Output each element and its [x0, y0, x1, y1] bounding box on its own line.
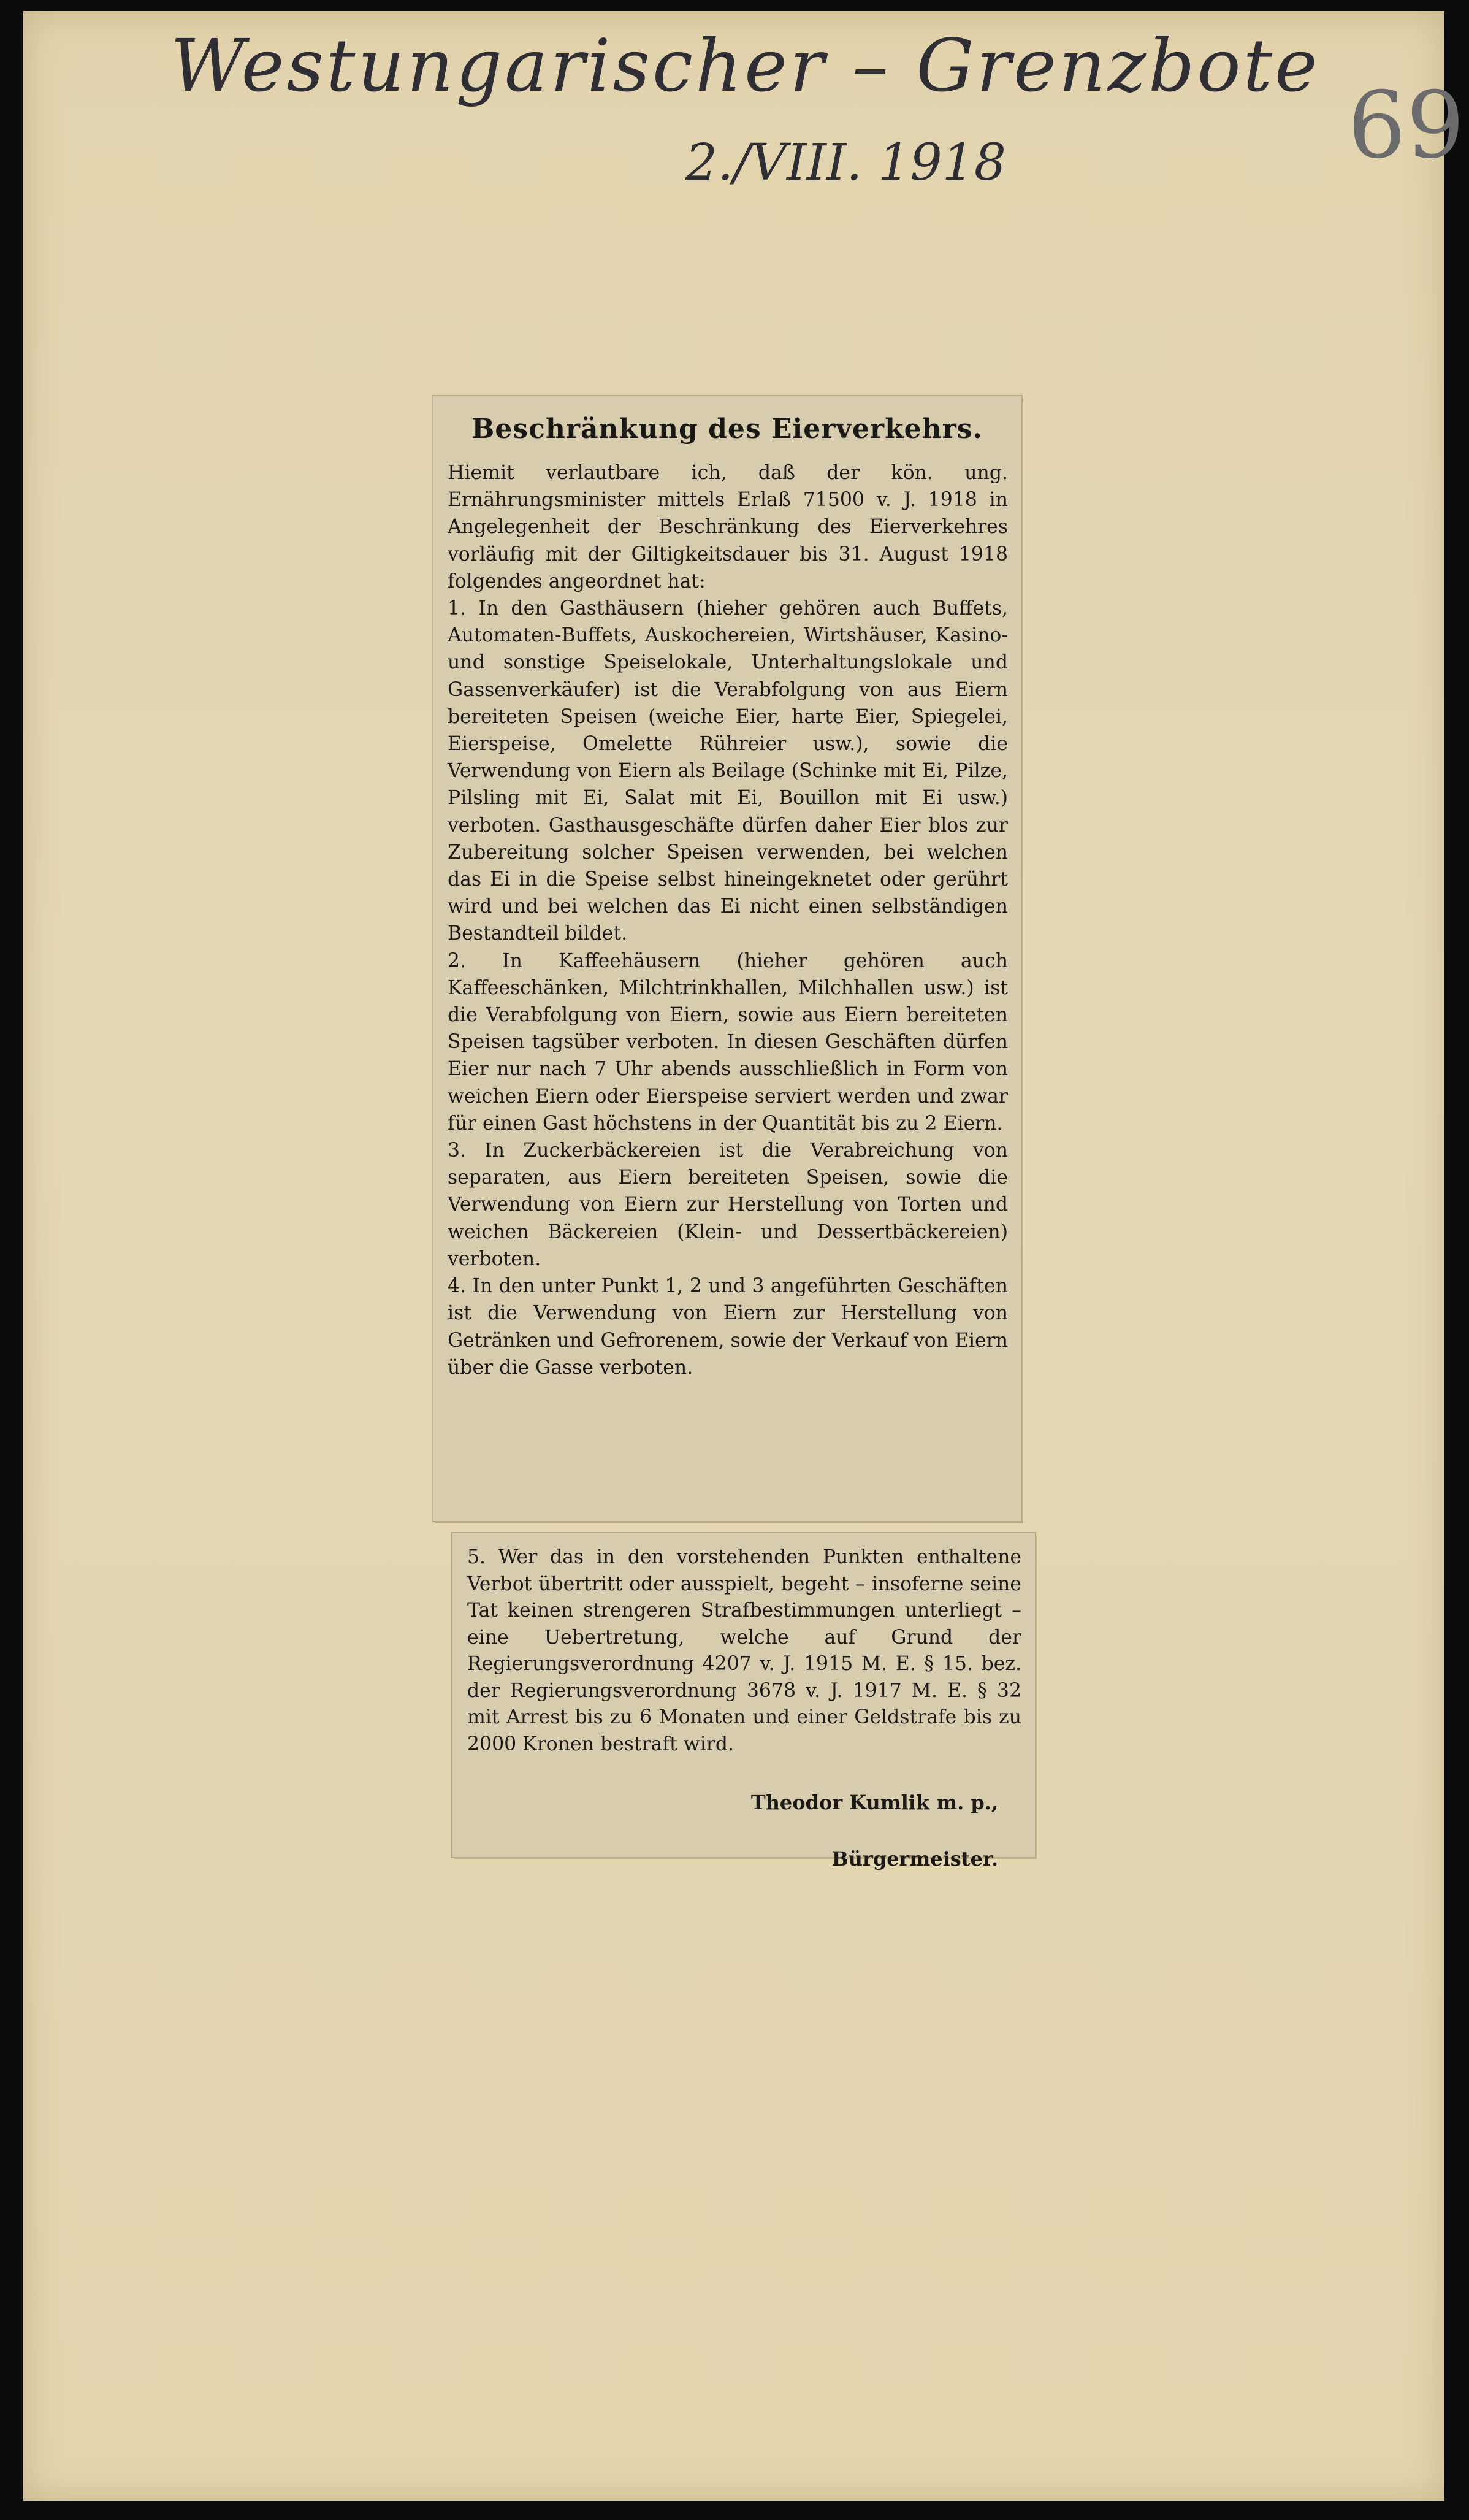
article-point-1: 1. In den Gasthäusern (hieher gehören auch Buffets, Automaten-Buffets, Auskochereien, Wirtshäuser, Kasino- und sonstige Speiselokale, Unterhaltungslokale und Gassenverkäufer) ist die Verabfolgung von aus Eiern bereiteten Speisen (weiche Eier, harte Eier, Spiegelei, Eierspeise, Omelette Rühreier usw.), sowie die Verwendung von Eiern als Beilage (Schinke mit Ei, Pilze, Pilsling mit Ei, Salat mit Ei, Bouillon mit Ei usw.) verboten. Gasthausgeschäfte dürfen daher Eier blos zur Zubereitung solcher Speisen verwenden, bei welchen das Ei in die Speise selbst hineingeknetet oder gerührt wird und bei welchen das Ei nicht einen selbständigen Bestandteil bildet.	[448, 597, 1008, 945]
handwritten-date: 2./VIII. 1918	[685, 134, 1007, 192]
handwritten-source-title: Westungarischer – Grenzbote	[170, 23, 1320, 108]
signature-block	[452, 1760, 998, 1901]
article-intro: Hiemit verlautbare ich, daß der kön. ung. Ernährungsminister mittels Erlaß 71500 v. J. 1918 in Angelegenheit der Beschränkung des Eierverkehres vorläufig mit der Giltigkeitsdauer bis 31. August 1918 folgendes angeordnet hat:	[448, 462, 1008, 592]
newspaper-clipping-lower	[452, 1533, 1035, 1871]
handwritten-folio-number: 69	[1348, 72, 1465, 179]
article-point-4: 4. In den unter Punkt 1, 2 und 3 angeführten Geschäften ist die Verwendung von Eiern zur Herstellung von Getränken und Gefrorenem, sowie der Verkauf von Eiern über die Gasse verboten.	[448, 1275, 1008, 1379]
article-headline: Beschränkung des Eierverkehrs.	[471, 413, 983, 445]
article-point-5: 5. Wer das in den vorstehenden Punkten enthaltene Verbot übertritt oder ausspielt, begeht – insoferne seine Tat keinen strengeren Strafbestimmungen unterliegt – eine Uebertretung, welche auf Grund der Regierungsverordnung 4207 v. J. 1915 M. E. § 15. bez. der Regierungsverordnung 3678 v. J. 1917 M. E. § 32 mit Arrest bis zu 6 Monaten und einer Geldstrafe bis zu 2000 Kronen bestraft wird.	[467, 1546, 1021, 1755]
article-point-2: 2. In Kaffeehäusern (hieher gehören auch Kaffeeschänken, Milchtrinkhallen, Milchhallen usw.) ist die Verabfolgung von Eiern, sowie aus Eiern bereiteten Speisen tagsüber verboten. In diesen Geschäften dürfen Eier nur nach 7 Uhr abends ausschließlich in Form von weichen Eiern oder Eierspeise serviert werden und zwar für einen Gast höchstens in der Quantität bis zu 2 Eiern.	[448, 949, 1008, 1135]
signature-title: Bürgermeister.	[831, 1847, 998, 1871]
newspaper-clipping-main	[433, 396, 1021, 1521]
signature-name: Theodor Kumlik m. p.,	[750, 1791, 998, 1814]
article-point-3: 3. In Zuckerbäckereien ist die Verabreichung von separaten, aus Eiern bereiteten Speisen, sowie die Verwendung von Eiern zur Herstellung von Torten und weichen Bäckereien (Klein- und Dessertbäckereien) verboten.	[448, 1139, 1008, 1270]
